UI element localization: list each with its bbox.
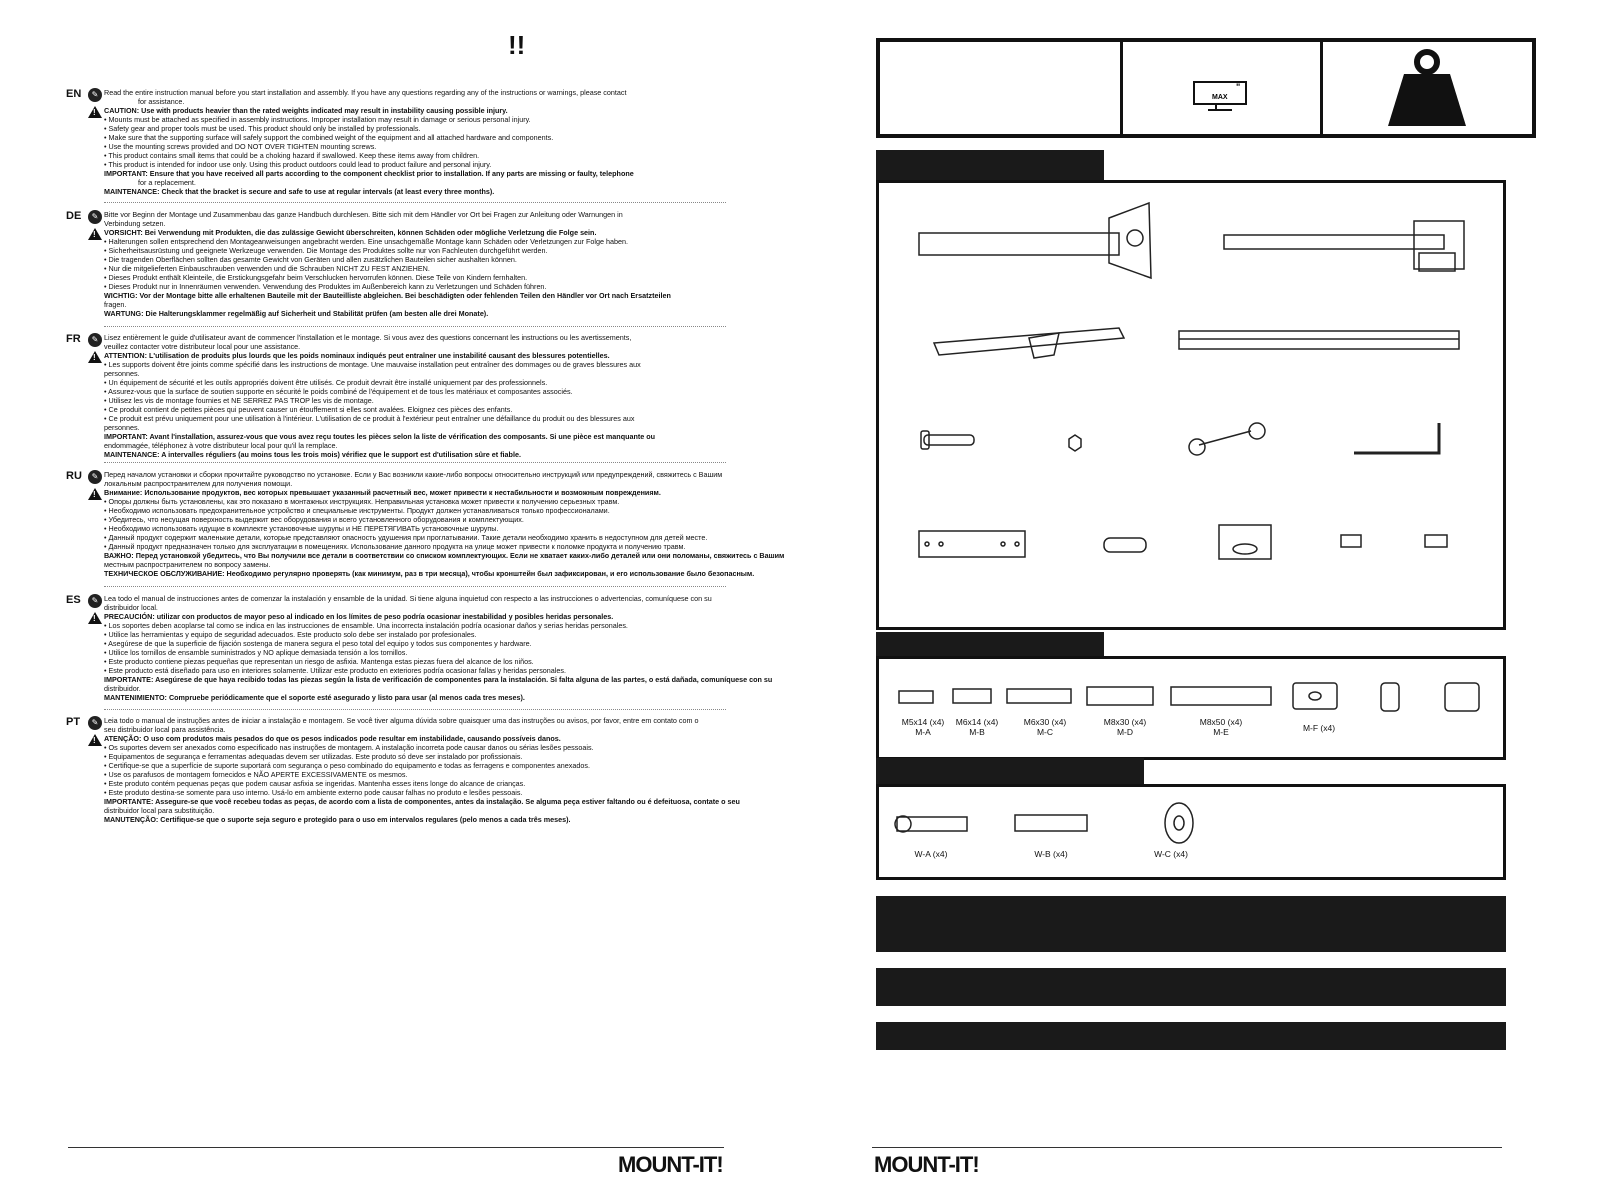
warning-line: • Необходимо использовать предохранительное устройство и специальные инструменты. Продукт должен устанавливаться только профессионалами.	[104, 506, 610, 515]
spec-cell-screen	[1120, 42, 1323, 134]
max-label: MAX	[1212, 94, 1228, 101]
warning-line: VORSICHT: Bei Verwendung mit Produkten, die das zulässige Gewicht überschreiten, können Schäden oder mögliche Verletzung die Folge sein.	[104, 228, 597, 237]
spec-table	[876, 38, 1536, 138]
read-manual-icon: ✎	[88, 594, 102, 608]
parts-header-bar	[876, 150, 1104, 182]
extension-arm-part	[1224, 221, 1464, 271]
adapter-rail-part	[934, 328, 1124, 358]
wall-hardware-header-bar	[876, 758, 1144, 786]
warning-text	[104, 88, 794, 196]
screw-m-d	[1087, 687, 1153, 705]
warning-line: • This product is intended for indoor use only. Using this product outdoors could lead to product failure and personal injury.	[104, 160, 492, 169]
language-code: EN	[66, 88, 82, 100]
wall-hardware-label: W-C (x4)	[1154, 849, 1188, 859]
read-manual-icon: ✎	[88, 210, 102, 224]
warning-line: endommagée, téléphonez à votre distributeur local pour qu'il la remplace.	[104, 441, 338, 450]
caution-icon	[88, 351, 102, 363]
hardware-label	[1085, 717, 1165, 737]
warning-line: ТЕХНИЧЕСКОЕ ОБСЛУЖИВАНИЕ: Необходимо регулярно проверять (как минимум, раз в три месяца), чтобы кронштейн был зафиксирован, и его использование было безопасным.	[104, 569, 755, 578]
section-divider	[104, 326, 726, 327]
clamp-part	[1104, 538, 1146, 552]
parts-illustrations	[879, 183, 1503, 627]
warning-line: ATTENTION: L'utilisation de produits plus lourds que les poids nominaux indiqués peut entraîner une instabilité causant des blessures potentielles.	[104, 351, 610, 360]
warning-line: местным распространителем по вопросу замены.	[104, 560, 271, 569]
warning-line: Verbindung setzen.	[104, 219, 166, 228]
warning-line: MAINTENANCE: A intervalles réguliers (au moins tous les trois mois) vérifiez que le support est d'utilisation sûre et fiable.	[104, 450, 521, 459]
anchor-w-b	[1015, 815, 1087, 831]
warning-line: ВАЖНО: Перед установкой убедитесь, что Вы получили все детали в соответствии со списком комплектующих. Если не хватает каких-либо деталей или они поломаны, свяжитесь с Вашим	[104, 551, 785, 560]
warning-text	[104, 210, 794, 318]
plate-part	[919, 531, 1025, 557]
warning-line: • Sicherheitsausrüstung und geeignete Werkzeuge verwenden. Die Montage des Produktes sollte nur von Fachleuten durchgeführt werden.	[104, 246, 548, 255]
warning-line: personnes.	[104, 423, 140, 432]
warning-line: IMPORTANT: Ensure that you have received all parts according to the component checklist prior to installation. If any parts are missing or faulty, telephone	[104, 169, 634, 178]
warning-line: • Dieses Produkt nur in Innenräumen verwenden. Verwendung des Produktes im Außenbereich kann zu Verletzungen und Schäden führen.	[104, 282, 547, 291]
info-bar-1	[876, 896, 1506, 952]
warning-line: • Este producto contiene piezas pequeñas que representan un riesgo de asfixia. Mantenga estas piezas fuera del alcance de los niños.	[104, 657, 534, 666]
spec-cell-empty	[880, 42, 1123, 134]
weight-icon	[1382, 48, 1472, 128]
warning-line: fragen.	[104, 300, 127, 309]
hardware-size: M8x50 (x4)	[1199, 717, 1243, 727]
warning-line: Read the entire instruction manual before you start installation and assembly. If you have any questions regarding any of the instructions or warnings, please contact	[104, 88, 627, 97]
hardware-code: M-E	[1213, 727, 1229, 737]
bracket-part	[1219, 525, 1271, 559]
read-manual-icon: ✎	[88, 716, 102, 730]
warning-line: • Este producto está diseñado para uso en interiores solamente. Utilizar este producto en exteriores podría ocasionar fallas y heridas personales.	[104, 666, 566, 675]
warning-title: !!	[508, 30, 526, 60]
warning-line: MAINTENANCE: Check that the bracket is secure and safe to use at regular intervals (at least every three months).	[104, 187, 495, 196]
warning-line: • Certifique-se que a superfície de suporte suportará com segurança o peso combinado do equipamento e todas as ferragens e componentes anexados.	[104, 761, 590, 770]
hardware-label	[1181, 717, 1261, 737]
warning-line: • Este produto destina-se somente para uso interno. Usá-lo em ambiente externo pode causar falhas no produto e lesões pessoais.	[104, 788, 523, 797]
wood-screw-w-a	[897, 817, 967, 831]
section-divider	[104, 709, 726, 710]
brand-logo: MOUNT-IT!	[618, 1152, 723, 1177]
warning-line: • Use the mounting screws provided and DO NOT OVER TIGHTEN mounting screws.	[104, 142, 377, 151]
warning-line: CAUTION: Use with products heavier than the rated weights indicated may result in instability causing possible injury.	[104, 106, 508, 115]
read-manual-icon: ✎	[88, 470, 102, 484]
warning-line: • Este produto contém pequenas peças que podem causar asfixia se ingeridas. Mantenha esses itens longe do alcance de crianças.	[104, 779, 526, 788]
warning-line: Внимание: Использование продуктов, вес которых превышает указанный расчетный вес, может привести к нестабильности и возможным повреждениям.	[104, 488, 661, 497]
warning-line: • This product contains small items that could be a choking hazard if swallowed. Keep these items away from children.	[104, 151, 480, 160]
language-code: FR	[66, 333, 81, 345]
warning-line: Leia todo o manual de instruções antes de iniciar a instalação e montagem. Se você tiver alguma dúvida sobre quaisquer uma das instruções ou avisos, por favor, entre em contato com o	[104, 716, 699, 725]
parts-box	[876, 180, 1506, 630]
warning-text	[104, 333, 794, 459]
warning-line: IMPORTANT: Avant l'installation, assurez-vous que vous avez reçu toutes les pièces selon la liste de vérification des composants. Si une pièce est manquante ou	[104, 432, 656, 441]
footer-divider	[872, 1147, 1502, 1148]
caution-icon	[88, 488, 102, 500]
warning-line: PRECAUCIÓN: utilizar con productos de mayor peso al indicado en los límites de peso podría ocasionar inestabilidad y posibles heridas personales.	[104, 612, 614, 621]
warning-line: • Les supports doivent être joints comme spécifié dans les instructions de montage. Une mauvaise installation peut entraîner des dommages ou de graves blessures aux	[104, 360, 641, 369]
warning-text	[104, 470, 794, 578]
warning-line: • Опоры должны быть установлены, как это показано в монтажных инструкциях. Неправильная установка может привести к получению серьезных травм.	[104, 497, 620, 506]
warning-line: distribuidor local para substituição.	[104, 806, 215, 815]
hardware-code: M-A	[915, 727, 931, 737]
wall-hardware-label: W-B (x4)	[1034, 849, 1068, 859]
warning-line: IMPORTANTE: Asegúrese de que haya recibido todas las piezas según la lista de verificación de componentes para la instalación. Si falta alguna de las partes, o está dañada, comuníquese con su	[104, 675, 773, 684]
warning-line: • Данный продукт предназначен только для эксплуатации в помещениях. Использование данного продукта на улице может привести к поломке продукта и получению травм.	[104, 542, 686, 551]
screw-m-a	[899, 691, 933, 703]
warning-line: • Mounts must be attached as specified in assembly instructions. Improper installation may result in damage or serious personal injury.	[104, 115, 531, 124]
warning-line: distribuidor local.	[104, 603, 158, 612]
warning-line: Lea todo el manual de instrucciones antes de comenzar la instalación y ensamble de la unidad. Si tiene alguna inquietud con respecto a las instrucciones o advertencias, comuníquese con su	[104, 594, 712, 603]
warning-line: • Use os parafusos de montagem fornecidos e NÃO APERTE EXCESSIVAMENTE os mesmos.	[104, 770, 408, 779]
hardware-label	[1005, 717, 1085, 737]
section-divider	[104, 202, 726, 203]
mount-arm-part	[919, 203, 1151, 278]
language-code: RU	[66, 470, 82, 482]
warning-line: • Необходимо использовать идущие в комплекте установочные шурупы и НЕ ПЕРЕТЯГИВАТЬ установочные шурупы.	[104, 524, 499, 533]
hardware-header-bar	[876, 632, 1104, 658]
warning-line: • Dieses Produkt enthält Kleinteile, die Erstickungsgefahr beim Verschlucken hervorrufen können. Diese Teile von Kindern fernhalten.	[104, 273, 528, 282]
warning-line: WICHTIG: Vor der Montage bitte alle erhaltenen Bauteile mit der Bauteilliste abgleichen. Bei beschädigten oder fehlenden Teilen den Händler vor Ort nach Ersatzteilen	[104, 291, 671, 300]
nut-part	[1069, 435, 1081, 451]
wall-hardware-label: W-A (x4)	[914, 849, 948, 859]
hardware-size: M5x14 (x4)	[901, 717, 945, 727]
warning-line: • Equipamentos de segurança e ferramentas adequadas devem ser utilizadas. Este produto só deve ser instalado por profissionais.	[104, 752, 523, 761]
hardware-label	[1279, 723, 1359, 733]
warning-line: • Safety gear and proper tools must be used. This product should only be installed by professionals.	[104, 124, 421, 133]
read-manual-icon: ✎	[88, 88, 102, 102]
language-code: PT	[66, 716, 81, 728]
warning-line: • Данный продукт содержит маленькие детали, которые представляют опасность удушения при проглатывании. Такие детали необходимо хранить в недоступном для детей месте.	[104, 533, 708, 542]
screw-m-c	[1007, 689, 1071, 703]
warning-line: • Un équipement de sécurité et les outils appropriés doivent être utilisés. Ce produit devrait être installé uniquement par des professionnels.	[104, 378, 548, 387]
warning-line: • Utilisez les vis de montage fournies et NE SERREZ PAS TROP les vis de montage.	[104, 396, 374, 405]
screw-m-e	[1171, 687, 1271, 705]
warning-line: • Make sure that the supporting surface will safely support the combined weight of the equipment and all attached hardware and components.	[104, 133, 554, 142]
warning-line: • Ce produit est prévu uniquement pour une utilisation à l'intérieur. L'utilisation de ce produit à l'extérieur peut entraîner une défaillance du produit ou des blessures aux	[104, 414, 635, 423]
warning-text	[104, 594, 794, 702]
wall-hardware-box	[876, 784, 1506, 880]
pin-part	[921, 431, 974, 449]
info-bar-3	[876, 1022, 1506, 1050]
spacer-large	[1445, 683, 1479, 711]
hardware-size: M6x14 (x4)	[955, 717, 999, 727]
warning-line: personnes.	[104, 369, 140, 378]
hardware-size: M6x30 (x4)	[1023, 717, 1067, 727]
warning-line: Bitte vor Beginn der Montage und Zusammenbau das ganze Handbuch durchlesen. Bitte sich mit dem Händler vor Ort bei Fragen zur Anleitung oder Warnungen in	[104, 210, 623, 219]
warning-line: MANTENIMIENTO: Compruebe periódicamente que el soporte esté asegurado y listo para usar (al menos cada tres meses).	[104, 693, 525, 702]
wall-hardware-illustrations	[879, 797, 1503, 857]
warning-line: Перед началом установки и сборки прочитайте руководство по установке. Если у Вас возникли какие-либо вопросы относительно инструкций или предупреждений, свяжитесь с Вашим	[104, 470, 723, 479]
hardware-code: M-D	[1116, 727, 1134, 737]
caution-icon	[88, 612, 102, 624]
warning-line: • Nur die mitgelieferten Einbauschrauben verwenden und die Schrauben NICHT ZU FEST ANZIEHEN.	[104, 264, 430, 273]
spec-cell-weight	[1320, 42, 1532, 134]
warning-line: • Los soportes deben acoplarse tal como se indica en las instrucciones de ensamble. Una incorrecta instalación podría ocasionar daños y serias heridas personales.	[104, 621, 628, 630]
warning-line: • Die tragenden Oberflächen sollten das gesamte Gewicht von Geräten und allen zusätzlichen Bauteilen sicher aushalten können.	[104, 255, 517, 264]
warning-line: • Asegúrese de que la superficie de fijación sostenga de manera segura el peso total del equipo y todos sus componentes y hardware.	[104, 639, 532, 648]
warning-line: • Utilice los tornillos de ensamble suministrados y NO aplique demasiada tensión a los tornillos.	[104, 648, 408, 657]
warning-line: локальным распространителем для получения помощи.	[104, 479, 293, 488]
allen-key-part	[1354, 423, 1439, 453]
caution-icon	[88, 228, 102, 240]
hardware-box	[876, 656, 1506, 760]
section-divider	[104, 462, 726, 463]
screw-m-b	[953, 689, 991, 703]
language-code: DE	[66, 210, 82, 222]
max-screen-icon	[1192, 80, 1248, 112]
long-rail-part	[1179, 331, 1459, 349]
small-screw-part	[1341, 535, 1447, 547]
spacer-small	[1381, 683, 1399, 711]
warning-line: • Ce produit contient de petites pièces qui peuvent causer un étouffement si elles sont avalées. Eloignez ces pièces des enfants.	[104, 405, 513, 414]
hardware-code: M-C	[1036, 727, 1054, 737]
svg-text:": "	[1236, 82, 1241, 92]
warning-line: MANUTENÇÃO: Certifique-se que o suporte seja seguro e protegido para o uso em intervalos regulares (pelo menos a cada três meses).	[104, 815, 571, 824]
warning-line: • Utilice las herramientas y equipo de seguridad adecuados. Este producto solo debe ser instalado por profesionales.	[104, 630, 477, 639]
caution-icon	[88, 734, 102, 746]
hardware-code: M-B	[969, 727, 985, 737]
info-bar-2	[876, 968, 1506, 1006]
warning-line: • Os suportes devem ser anexados como especificado nas instruções de montagem. A instalação incorreta pode causar danos ou sérias lesões pessoais.	[104, 743, 594, 752]
hardware-size: M-F (x4)	[1302, 723, 1336, 733]
warning-line: IMPORTANTE: Assegure-se que você recebeu todas as peças, de acordo com a lista de componentes, antes da instalação. Se alguma peça estiver faltando ou é defeituosa, contate o seu	[104, 797, 740, 806]
warning-line: Lisez entièrement le guide d'utilisateur avant de commencer l'installation et le montage. Si vous avez des questions concernant les instructions ou les avertissements,	[104, 333, 632, 342]
warning-line: • Halterungen sollen entsprechend den Montageanweisungen angebracht werden. Eine unsachgemäße Montage kann Schäden oder Verletzungen zur Folge haben.	[104, 237, 628, 246]
section-divider	[104, 586, 726, 587]
read-manual-icon: ✎	[88, 333, 102, 347]
warning-line: for a replacement.	[138, 178, 196, 187]
warning-line: seu distribuidor local para assistência.	[104, 725, 226, 734]
warning-line: WARTUNG: Die Halterungsklammer regelmäßig auf Sicherheit und Stabilität prüfen (am besten alle drei Monate).	[104, 309, 489, 318]
footer-divider	[68, 1147, 724, 1148]
caution-icon	[88, 106, 102, 118]
washer-m-f	[1293, 683, 1337, 709]
warning-line: • Убедитесь, что несущая поверхность выдержит вес оборудования и всего установленного оборудования и комплектующих.	[104, 515, 524, 524]
washer-w-c	[1165, 803, 1193, 843]
language-code: ES	[66, 594, 81, 606]
right-page	[808, 0, 1616, 1191]
wrench-part	[1189, 423, 1265, 455]
warning-text	[104, 716, 794, 824]
warning-line: for assistance.	[138, 97, 185, 106]
warning-line: • Assurez-vous que la surface de soutien supporte en sécurité le poids combiné de l'équipement et de tous les matériaux et composantes associés.	[104, 387, 573, 396]
brand-logo: MOUNT-IT!	[874, 1152, 979, 1177]
warning-line: veuillez contacter votre distributeur local pour une assistance.	[104, 342, 301, 351]
warning-line: ATENÇÃO: O uso com produtos mais pesados do que os pesos indicados pode resultar em instabilidade, causando possíveis danos.	[104, 734, 561, 743]
warning-line: distribuidor.	[104, 684, 141, 693]
hardware-size: M8x30 (x4)	[1103, 717, 1147, 727]
